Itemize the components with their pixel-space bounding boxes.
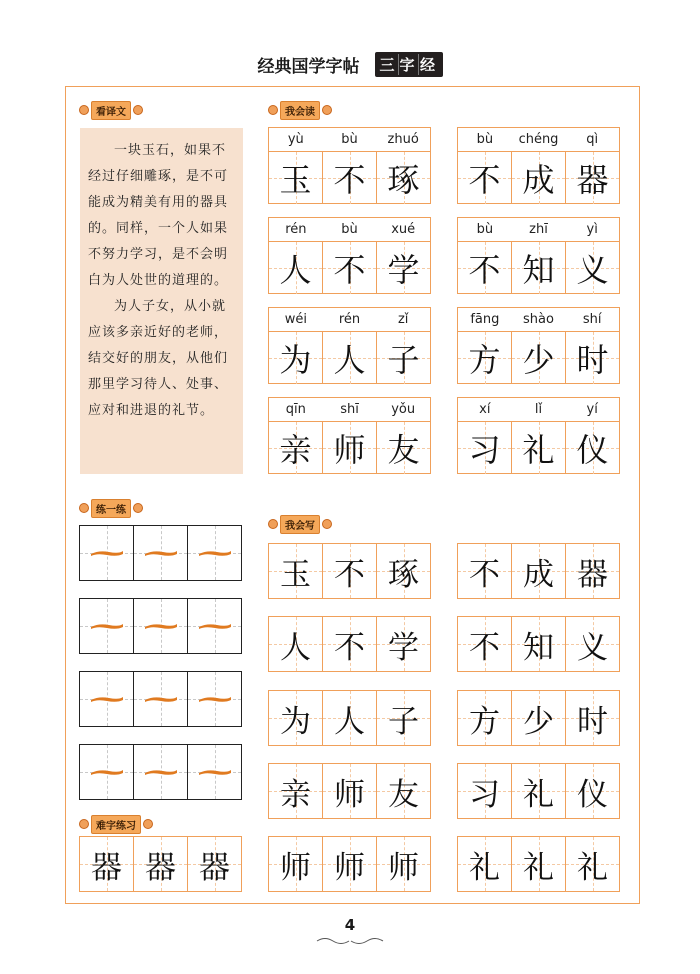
flourish-dot-icon — [79, 503, 89, 513]
section-label-read — [268, 100, 332, 120]
write-char: 为 — [280, 703, 311, 740]
horizontal-stroke-icon — [197, 548, 233, 558]
flourish-dot-icon — [268, 105, 278, 115]
difficult-char: 礼 — [577, 849, 608, 886]
read-char: 人 — [333, 341, 366, 379]
horizontal-stroke-icon — [143, 767, 179, 777]
read-char: 不 — [333, 161, 366, 199]
pinyin: yǒu — [391, 402, 416, 417]
read-char: 亲 — [279, 431, 312, 469]
section-label-difficult — [79, 814, 153, 834]
practice-grid — [79, 671, 242, 727]
horizontal-stroke-icon — [197, 621, 233, 631]
pinyin: xí — [479, 402, 491, 417]
flourish-dot-icon — [79, 819, 89, 829]
section-label-text: 难字练习 — [91, 815, 141, 834]
pinyin: yì — [586, 222, 598, 237]
swirl-ornament-icon — [315, 936, 385, 946]
horizontal-stroke-icon — [89, 694, 125, 704]
write-grid — [268, 543, 431, 599]
difficult-char: 师 — [280, 849, 311, 886]
pinyin: bù — [476, 222, 494, 237]
read-char: 学 — [387, 251, 420, 289]
read-char: 成 — [522, 161, 555, 199]
read-char: 义 — [576, 251, 609, 289]
section-label-practice — [79, 498, 143, 518]
title-badge-char: 字 — [399, 56, 417, 74]
flourish-dot-icon — [79, 105, 89, 115]
pinyin: bù — [341, 132, 358, 147]
page-number: 4 — [344, 916, 356, 934]
page-title — [0, 52, 700, 78]
write-grid — [457, 763, 620, 819]
read-char: 器 — [576, 161, 609, 199]
write-char: 器 — [577, 556, 608, 593]
read-group — [457, 127, 620, 204]
horizontal-stroke-icon — [89, 767, 125, 777]
read-char: 不 — [468, 251, 501, 289]
write-char: 亲 — [280, 776, 311, 813]
read-char: 方 — [468, 341, 501, 379]
pinyin: shào — [523, 312, 554, 327]
read-group — [268, 307, 431, 384]
title-badge — [375, 52, 443, 77]
flourish-dot-icon — [322, 105, 332, 115]
write-char: 知 — [523, 629, 554, 666]
title-badge-char: 经 — [420, 56, 438, 74]
read-char: 礼 — [522, 431, 555, 469]
pinyin: qīn — [285, 402, 306, 417]
read-char: 玉 — [279, 161, 312, 199]
write-char: 礼 — [523, 776, 554, 813]
section-label-text: 看译文 — [91, 101, 131, 120]
difficult-char: 师 — [388, 849, 419, 886]
read-group — [268, 397, 431, 474]
difficult-char: 师 — [334, 849, 365, 886]
read-group — [268, 217, 431, 294]
pinyin: bù — [341, 222, 358, 237]
pinyin: fāng — [470, 312, 500, 327]
pinyin: xué — [391, 222, 416, 237]
pinyin: rén — [285, 222, 307, 237]
read-char: 仪 — [576, 431, 609, 469]
horizontal-stroke-icon — [143, 694, 179, 704]
practice-grid — [79, 525, 242, 581]
read-char: 子 — [387, 341, 420, 379]
book-title: 经典国学字帖 — [257, 57, 360, 77]
write-char: 子 — [388, 703, 419, 740]
write-char: 义 — [577, 629, 608, 666]
write-grid — [457, 616, 620, 672]
pinyin: zhī — [529, 222, 548, 237]
section-label-text: 我会读 — [280, 101, 320, 120]
flourish-dot-icon — [268, 519, 278, 529]
read-group — [457, 307, 620, 384]
section-label-write — [268, 514, 332, 534]
horizontal-stroke-icon — [143, 548, 179, 558]
write-char: 时 — [577, 703, 608, 740]
read-char: 师 — [333, 431, 366, 469]
read-char: 为 — [279, 341, 312, 379]
write-char: 不 — [334, 556, 365, 593]
write-char: 仪 — [577, 776, 608, 813]
read-char: 不 — [333, 251, 366, 289]
translation-panel — [80, 128, 243, 474]
write-grid — [268, 616, 431, 672]
pinyin: yù — [287, 132, 304, 147]
read-group — [268, 127, 431, 204]
write-char: 不 — [469, 629, 500, 666]
read-char: 知 — [522, 251, 555, 289]
practice-grid — [79, 598, 242, 654]
horizontal-stroke-icon — [89, 621, 125, 631]
horizontal-stroke-icon — [143, 621, 179, 631]
translation-paragraph: 为人子女，从小就应该多亲近好的老师，结交好的朋友，从他们那里学习待人、处事、应对和进退的礼节。 — [88, 299, 229, 418]
pinyin: lǐ — [534, 402, 543, 417]
pinyin: shī — [340, 402, 359, 417]
read-char: 人 — [279, 251, 312, 289]
horizontal-stroke-icon — [197, 767, 233, 777]
difficult-char: 礼 — [469, 849, 500, 886]
write-char: 人 — [334, 703, 365, 740]
read-char: 友 — [387, 431, 420, 469]
read-group — [457, 397, 620, 474]
difficult-char: 礼 — [523, 849, 554, 886]
write-char: 师 — [334, 776, 365, 813]
horizontal-stroke-icon — [89, 548, 125, 558]
section-label-text: 我会写 — [280, 515, 320, 534]
flourish-dot-icon — [133, 503, 143, 513]
flourish-dot-icon — [322, 519, 332, 529]
difficult-grid — [457, 836, 620, 892]
pinyin: zhuó — [387, 132, 419, 147]
pinyin: bù — [476, 132, 494, 147]
write-char: 学 — [388, 629, 419, 666]
pinyin: chéng — [518, 132, 559, 147]
write-char: 玉 — [280, 556, 311, 593]
write-char: 不 — [469, 556, 500, 593]
pinyin: qì — [586, 132, 599, 147]
horizontal-stroke-icon — [197, 694, 233, 704]
read-group — [457, 217, 620, 294]
pinyin: rén — [338, 312, 361, 327]
read-char: 琢 — [387, 161, 420, 199]
read-char: 不 — [468, 161, 501, 199]
translation-paragraph: 一块玉石，如果不经过仔细雕琢，是不可能成为精美有用的器具的。同样，一个人如果不努力学习，是不会明白为人处世的道理的。 — [88, 143, 229, 288]
read-char: 少 — [522, 341, 555, 379]
write-char: 方 — [469, 703, 500, 740]
write-char: 友 — [388, 776, 419, 813]
title-badge-char: 三 — [379, 56, 397, 74]
difficult-char: 器 — [199, 849, 230, 886]
flourish-dot-icon — [133, 105, 143, 115]
read-char: 时 — [576, 341, 609, 379]
pinyin: yí — [586, 402, 598, 417]
write-char: 习 — [469, 776, 500, 813]
read-char: 习 — [468, 431, 501, 469]
write-char: 成 — [523, 556, 554, 593]
section-label-translation — [79, 100, 143, 120]
write-char: 不 — [334, 629, 365, 666]
write-grid — [268, 690, 431, 746]
practice-grid — [79, 744, 242, 800]
pinyin: zǐ — [397, 312, 409, 327]
write-grid — [457, 543, 620, 599]
write-char: 琢 — [388, 556, 419, 593]
pinyin: wéi — [284, 312, 307, 327]
difficult-char: 器 — [145, 849, 176, 886]
write-grid — [457, 690, 620, 746]
section-label-text: 练一练 — [91, 499, 131, 518]
flourish-dot-icon — [143, 819, 153, 829]
pinyin: shí — [582, 312, 602, 327]
difficult-char: 器 — [91, 849, 122, 886]
write-grid — [268, 763, 431, 819]
write-char: 少 — [523, 703, 554, 740]
write-char: 人 — [280, 629, 311, 666]
difficult-grid — [268, 836, 431, 892]
difficult-grid — [79, 836, 242, 892]
